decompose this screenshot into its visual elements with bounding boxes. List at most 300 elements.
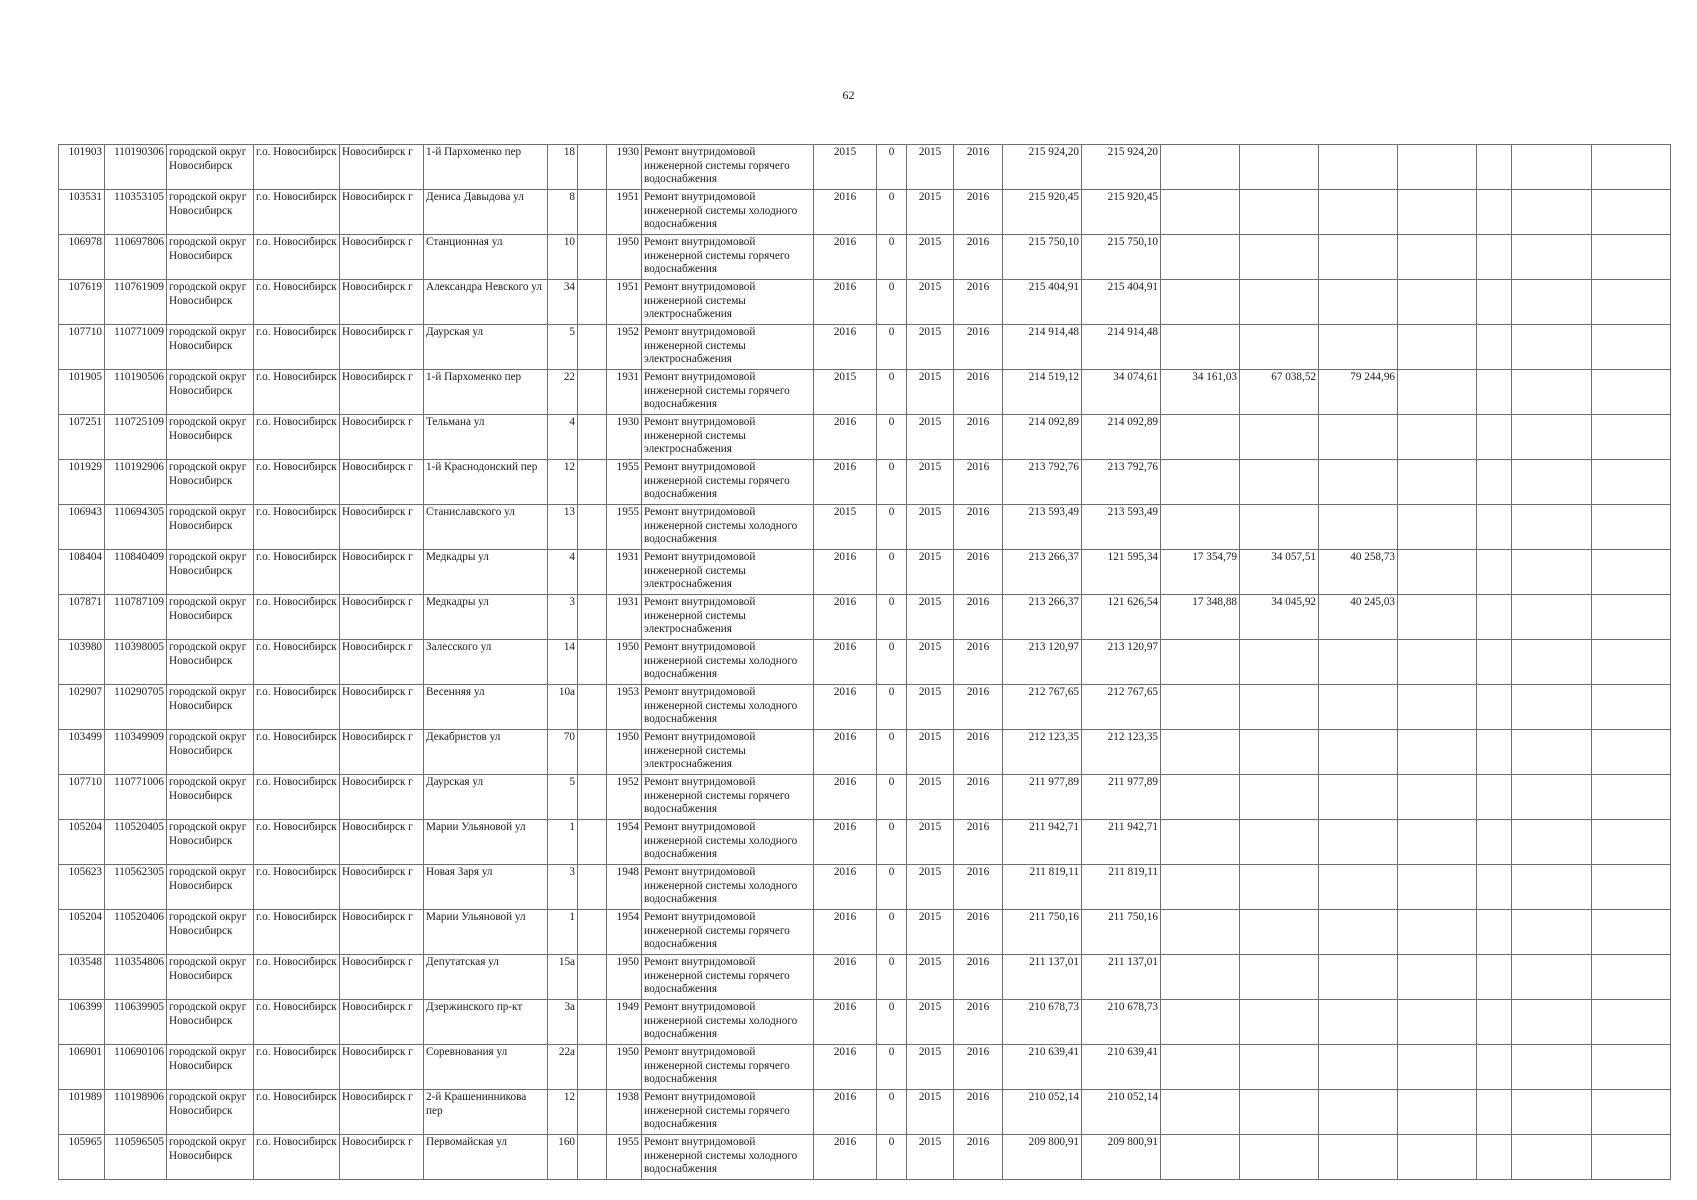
building-cell (578, 1090, 607, 1135)
extra-cost-2-cell (1240, 415, 1319, 460)
start-year-cell: 2015 (907, 865, 954, 910)
house-code-cell: 110520406 (105, 910, 167, 955)
table-row (59, 775, 1671, 820)
extra-cost-7-cell (1592, 190, 1671, 235)
building-cell (578, 190, 607, 235)
end-year-cell: 2016 (954, 595, 1003, 640)
extra-cost-6-cell (1512, 640, 1592, 685)
extra-cost-6-cell (1512, 505, 1592, 550)
extra-cost-6-cell (1512, 685, 1592, 730)
extra-cost-5-cell (1477, 235, 1512, 280)
total-cost-cell: 213 593,49 (1003, 505, 1082, 550)
extra-cost-6-cell (1512, 280, 1592, 325)
house-code-cell: 110192906 (105, 460, 167, 505)
start-year-cell: 2015 (907, 955, 954, 1000)
municipality-short-cell: г.о. Новосибирск (254, 865, 340, 910)
municipality-cell: городской округ Новосибирск (167, 550, 254, 595)
fund-cost-cell: 212 767,65 (1082, 685, 1161, 730)
extra-cost-1-cell (1161, 640, 1240, 685)
extra-cost-4-cell (1398, 550, 1477, 595)
fund-cost-cell: 213 593,49 (1082, 505, 1161, 550)
start-year-cell: 2015 (907, 1000, 954, 1045)
flag-cell: 0 (877, 145, 907, 190)
municipality-cell: городской округ Новосибирск (167, 145, 254, 190)
plan-year-cell: 2016 (814, 640, 877, 685)
work-type-cell: Ремонт внутридомовой инженерной системы холодного водоснабжения (642, 865, 814, 910)
table-row (59, 730, 1671, 775)
extra-cost-7-cell (1592, 235, 1671, 280)
start-year-cell: 2015 (907, 370, 954, 415)
building-cell (578, 820, 607, 865)
extra-cost-1-cell (1161, 415, 1240, 460)
municipality-short-cell: г.о. Новосибирск (254, 145, 340, 190)
extra-cost-7-cell (1592, 955, 1671, 1000)
extra-cost-4-cell (1398, 505, 1477, 550)
end-year-cell: 2016 (954, 550, 1003, 595)
city-cell: Новосибирск г (340, 1000, 424, 1045)
house-code-cell: 110596505 (105, 1135, 167, 1180)
work-type-cell: Ремонт внутридомовой инженерной системы электроснабжения (642, 325, 814, 370)
house-number-cell: 1 (548, 820, 578, 865)
year-built-cell: 1954 (607, 820, 642, 865)
fund-cost-cell: 121 626,54 (1082, 595, 1161, 640)
plan-year-cell: 2016 (814, 1135, 877, 1180)
municipality-short-cell: г.о. Новосибирск (254, 190, 340, 235)
total-cost-cell: 215 920,45 (1003, 190, 1082, 235)
work-type-cell: Ремонт внутридомовой инженерной системы холодного водоснабжения (642, 640, 814, 685)
work-type-cell: Ремонт внутридомовой инженерной системы горячего водоснабжения (642, 145, 814, 190)
year-built-cell: 1954 (607, 910, 642, 955)
house-code-cell: 110198906 (105, 1090, 167, 1135)
work-type-cell: Ремонт внутридомовой инженерной системы электроснабжения (642, 280, 814, 325)
municipality-short-cell: г.о. Новосибирск (254, 235, 340, 280)
total-cost-cell: 210 052,14 (1003, 1090, 1082, 1135)
extra-cost-3-cell (1319, 235, 1398, 280)
extra-cost-4-cell (1398, 325, 1477, 370)
table-row (59, 1090, 1671, 1135)
extra-cost-6-cell (1512, 775, 1592, 820)
street-cell: Дениса Давыдова ул (424, 190, 548, 235)
flag-cell: 0 (877, 505, 907, 550)
total-cost-cell: 213 792,76 (1003, 460, 1082, 505)
extra-cost-4-cell (1398, 1045, 1477, 1090)
building-cell (578, 640, 607, 685)
extra-cost-7-cell (1592, 505, 1671, 550)
table-row (59, 415, 1671, 460)
total-cost-cell: 213 266,37 (1003, 550, 1082, 595)
extra-cost-3-cell (1319, 145, 1398, 190)
extra-cost-2-cell (1240, 1090, 1319, 1135)
extra-cost-2-cell: 67 038,52 (1240, 370, 1319, 415)
flag-cell: 0 (877, 640, 907, 685)
extra-cost-7-cell (1592, 550, 1671, 595)
extra-cost-2-cell: 34 057,51 (1240, 550, 1319, 595)
extra-cost-3-cell (1319, 910, 1398, 955)
fund-cost-cell: 212 123,35 (1082, 730, 1161, 775)
street-cell: Станционная ул (424, 235, 548, 280)
extra-cost-1-cell (1161, 505, 1240, 550)
plan-year-cell: 2016 (814, 775, 877, 820)
plan-year-cell: 2016 (814, 865, 877, 910)
municipality-short-cell: г.о. Новосибирск (254, 550, 340, 595)
extra-cost-5-cell (1477, 910, 1512, 955)
plan-year-cell: 2016 (814, 685, 877, 730)
year-built-cell: 1951 (607, 280, 642, 325)
house-number-cell: 22а (548, 1045, 578, 1090)
extra-cost-7-cell (1592, 640, 1671, 685)
municipality-cell: городской округ Новосибирск (167, 1000, 254, 1045)
building-cell (578, 370, 607, 415)
total-cost-cell: 213 266,37 (1003, 595, 1082, 640)
plan-year-cell: 2015 (814, 145, 877, 190)
year-built-cell: 1950 (607, 730, 642, 775)
table-row (59, 640, 1671, 685)
street-cell: 2-й Крашенинникова пер (424, 1090, 548, 1135)
plan-year-cell: 2016 (814, 910, 877, 955)
extra-cost-3-cell (1319, 640, 1398, 685)
extra-cost-4-cell (1398, 460, 1477, 505)
extra-cost-4-cell (1398, 415, 1477, 460)
extra-cost-6-cell (1512, 955, 1592, 1000)
work-type-cell: Ремонт внутридомовой инженерной системы холодного водоснабжения (642, 1135, 814, 1180)
start-year-cell: 2015 (907, 595, 954, 640)
address-id-cell: 101903 (59, 145, 105, 190)
street-cell: Даурская ул (424, 775, 548, 820)
extra-cost-4-cell (1398, 1135, 1477, 1180)
street-cell: Марии Ульяновой ул (424, 910, 548, 955)
flag-cell: 0 (877, 955, 907, 1000)
house-number-cell: 160 (548, 1135, 578, 1180)
extra-cost-2-cell (1240, 145, 1319, 190)
start-year-cell: 2015 (907, 685, 954, 730)
municipality-short-cell: г.о. Новосибирск (254, 1090, 340, 1135)
extra-cost-3-cell (1319, 460, 1398, 505)
year-built-cell: 1950 (607, 235, 642, 280)
flag-cell: 0 (877, 595, 907, 640)
address-id-cell: 103980 (59, 640, 105, 685)
total-cost-cell: 214 914,48 (1003, 325, 1082, 370)
extra-cost-2-cell (1240, 910, 1319, 955)
table-row (59, 550, 1671, 595)
fund-cost-cell: 210 052,14 (1082, 1090, 1161, 1135)
plan-year-cell: 2016 (814, 595, 877, 640)
plan-year-cell: 2016 (814, 820, 877, 865)
house-code-cell: 110697806 (105, 235, 167, 280)
extra-cost-7-cell (1592, 460, 1671, 505)
city-cell: Новосибирск г (340, 775, 424, 820)
flag-cell: 0 (877, 550, 907, 595)
end-year-cell: 2016 (954, 1000, 1003, 1045)
start-year-cell: 2015 (907, 1045, 954, 1090)
municipality-cell: городской округ Новосибирск (167, 910, 254, 955)
municipality-cell: городской округ Новосибирск (167, 325, 254, 370)
municipality-short-cell: г.о. Новосибирск (254, 415, 340, 460)
address-id-cell: 106901 (59, 1045, 105, 1090)
address-id-cell: 106943 (59, 505, 105, 550)
end-year-cell: 2016 (954, 235, 1003, 280)
street-cell: Первомайская ул (424, 1135, 548, 1180)
building-cell (578, 415, 607, 460)
street-cell: 1-й Краснодонский пер (424, 460, 548, 505)
extra-cost-6-cell (1512, 325, 1592, 370)
extra-cost-6-cell (1512, 190, 1592, 235)
city-cell: Новосибирск г (340, 1135, 424, 1180)
extra-cost-6-cell (1512, 415, 1592, 460)
municipality-cell: городской округ Новосибирск (167, 280, 254, 325)
work-type-cell: Ремонт внутридомовой инженерной системы горячего водоснабжения (642, 910, 814, 955)
year-built-cell: 1930 (607, 415, 642, 460)
extra-cost-3-cell (1319, 505, 1398, 550)
municipality-cell: городской округ Новосибирск (167, 460, 254, 505)
municipality-cell: городской округ Новосибирск (167, 370, 254, 415)
extra-cost-7-cell (1592, 1000, 1671, 1045)
start-year-cell: 2015 (907, 820, 954, 865)
flag-cell: 0 (877, 460, 907, 505)
extra-cost-1-cell (1161, 955, 1240, 1000)
house-code-cell: 110190506 (105, 370, 167, 415)
total-cost-cell: 215 924,20 (1003, 145, 1082, 190)
total-cost-cell: 211 819,11 (1003, 865, 1082, 910)
end-year-cell: 2016 (954, 460, 1003, 505)
municipality-cell: городской округ Новосибирск (167, 1090, 254, 1135)
extra-cost-3-cell (1319, 730, 1398, 775)
building-cell (578, 1045, 607, 1090)
start-year-cell: 2015 (907, 190, 954, 235)
plan-year-cell: 2016 (814, 1045, 877, 1090)
extra-cost-7-cell (1592, 145, 1671, 190)
total-cost-cell: 213 120,97 (1003, 640, 1082, 685)
start-year-cell: 2015 (907, 505, 954, 550)
extra-cost-1-cell (1161, 190, 1240, 235)
table-row (59, 235, 1671, 280)
extra-cost-4-cell (1398, 1000, 1477, 1045)
plan-year-cell: 2016 (814, 955, 877, 1000)
extra-cost-7-cell (1592, 1135, 1671, 1180)
fund-cost-cell: 215 924,20 (1082, 145, 1161, 190)
table-row (59, 595, 1671, 640)
table-row (59, 145, 1671, 190)
plan-year-cell: 2016 (814, 280, 877, 325)
fund-cost-cell: 215 404,91 (1082, 280, 1161, 325)
fund-cost-cell: 34 074,61 (1082, 370, 1161, 415)
extra-cost-7-cell (1592, 865, 1671, 910)
municipality-short-cell: г.о. Новосибирск (254, 1000, 340, 1045)
extra-cost-3-cell (1319, 1135, 1398, 1180)
start-year-cell: 2015 (907, 415, 954, 460)
fund-cost-cell: 213 792,76 (1082, 460, 1161, 505)
year-built-cell: 1950 (607, 955, 642, 1000)
house-number-cell: 13 (548, 505, 578, 550)
work-type-cell: Ремонт внутридомовой инженерной системы электроснабжения (642, 595, 814, 640)
extra-cost-6-cell (1512, 1090, 1592, 1135)
flag-cell: 0 (877, 325, 907, 370)
extra-cost-3-cell (1319, 820, 1398, 865)
fund-cost-cell: 210 678,73 (1082, 1000, 1161, 1045)
municipality-short-cell: г.о. Новосибирск (254, 370, 340, 415)
house-number-cell: 34 (548, 280, 578, 325)
extra-cost-4-cell (1398, 910, 1477, 955)
total-cost-cell: 215 404,91 (1003, 280, 1082, 325)
extra-cost-4-cell (1398, 955, 1477, 1000)
extra-cost-3-cell (1319, 775, 1398, 820)
extra-cost-5-cell (1477, 280, 1512, 325)
extra-cost-4-cell (1398, 370, 1477, 415)
extra-cost-3-cell (1319, 325, 1398, 370)
extra-cost-4-cell (1398, 820, 1477, 865)
city-cell: Новосибирск г (340, 325, 424, 370)
end-year-cell: 2016 (954, 1045, 1003, 1090)
building-cell (578, 505, 607, 550)
flag-cell: 0 (877, 190, 907, 235)
extra-cost-2-cell (1240, 460, 1319, 505)
extra-cost-5-cell (1477, 865, 1512, 910)
municipality-cell: городской округ Новосибирск (167, 730, 254, 775)
address-id-cell: 103499 (59, 730, 105, 775)
house-code-cell: 110190306 (105, 145, 167, 190)
extra-cost-1-cell (1161, 730, 1240, 775)
repair-register-table (58, 144, 1671, 1180)
table-row (59, 505, 1671, 550)
work-type-cell: Ремонт внутридомовой инженерной системы горячего водоснабжения (642, 955, 814, 1000)
fund-cost-cell: 211 977,89 (1082, 775, 1161, 820)
house-code-cell: 110771006 (105, 775, 167, 820)
extra-cost-4-cell (1398, 595, 1477, 640)
fund-cost-cell: 213 120,97 (1082, 640, 1161, 685)
extra-cost-5-cell (1477, 955, 1512, 1000)
extra-cost-5-cell (1477, 505, 1512, 550)
house-number-cell: 12 (548, 1090, 578, 1135)
extra-cost-6-cell (1512, 730, 1592, 775)
extra-cost-4-cell (1398, 235, 1477, 280)
year-built-cell: 1955 (607, 1135, 642, 1180)
house-number-cell: 5 (548, 775, 578, 820)
address-id-cell: 105965 (59, 1135, 105, 1180)
extra-cost-7-cell (1592, 415, 1671, 460)
street-cell: Декабристов ул (424, 730, 548, 775)
extra-cost-5-cell (1477, 145, 1512, 190)
extra-cost-3-cell (1319, 685, 1398, 730)
total-cost-cell: 209 800,91 (1003, 1135, 1082, 1180)
municipality-cell: городской округ Новосибирск (167, 820, 254, 865)
street-cell: Марии Ульяновой ул (424, 820, 548, 865)
plan-year-cell: 2016 (814, 325, 877, 370)
flag-cell: 0 (877, 820, 907, 865)
work-type-cell: Ремонт внутридомовой инженерной системы горячего водоснабжения (642, 370, 814, 415)
end-year-cell: 2016 (954, 325, 1003, 370)
fund-cost-cell: 211 942,71 (1082, 820, 1161, 865)
extra-cost-5-cell (1477, 1045, 1512, 1090)
extra-cost-1-cell (1161, 1090, 1240, 1135)
extra-cost-6-cell (1512, 370, 1592, 415)
start-year-cell: 2015 (907, 145, 954, 190)
end-year-cell: 2016 (954, 1090, 1003, 1135)
street-cell: 1-й Пархоменко пер (424, 145, 548, 190)
fund-cost-cell: 215 920,45 (1082, 190, 1161, 235)
table-row (59, 460, 1671, 505)
extra-cost-1-cell (1161, 820, 1240, 865)
start-year-cell: 2015 (907, 1090, 954, 1135)
extra-cost-7-cell (1592, 685, 1671, 730)
flag-cell: 0 (877, 370, 907, 415)
extra-cost-7-cell (1592, 370, 1671, 415)
house-number-cell: 3 (548, 595, 578, 640)
end-year-cell: 2016 (954, 145, 1003, 190)
city-cell: Новосибирск г (340, 190, 424, 235)
building-cell (578, 325, 607, 370)
start-year-cell: 2015 (907, 1135, 954, 1180)
start-year-cell: 2015 (907, 730, 954, 775)
building-cell (578, 1000, 607, 1045)
street-cell: Даурская ул (424, 325, 548, 370)
end-year-cell: 2016 (954, 910, 1003, 955)
house-number-cell: 70 (548, 730, 578, 775)
fund-cost-cell: 215 750,10 (1082, 235, 1161, 280)
municipality-cell: городской округ Новосибирск (167, 640, 254, 685)
extra-cost-2-cell (1240, 955, 1319, 1000)
table-row (59, 685, 1671, 730)
fund-cost-cell: 210 639,41 (1082, 1045, 1161, 1090)
flag-cell: 0 (877, 1135, 907, 1180)
year-built-cell: 1948 (607, 865, 642, 910)
municipality-cell: городской округ Новосибирск (167, 1045, 254, 1090)
address-id-cell: 108404 (59, 550, 105, 595)
extra-cost-7-cell (1592, 325, 1671, 370)
extra-cost-1-cell (1161, 1045, 1240, 1090)
address-id-cell: 101929 (59, 460, 105, 505)
house-code-cell: 110690106 (105, 1045, 167, 1090)
year-built-cell: 1952 (607, 325, 642, 370)
fund-cost-cell: 214 914,48 (1082, 325, 1161, 370)
house-number-cell: 15а (548, 955, 578, 1000)
flag-cell: 0 (877, 685, 907, 730)
extra-cost-2-cell (1240, 775, 1319, 820)
extra-cost-1-cell (1161, 775, 1240, 820)
start-year-cell: 2015 (907, 325, 954, 370)
city-cell: Новосибирск г (340, 685, 424, 730)
house-number-cell: 4 (548, 550, 578, 595)
extra-cost-6-cell (1512, 595, 1592, 640)
end-year-cell: 2016 (954, 415, 1003, 460)
flag-cell: 0 (877, 730, 907, 775)
municipality-cell: городской округ Новосибирск (167, 415, 254, 460)
extra-cost-5-cell (1477, 730, 1512, 775)
fund-cost-cell: 121 595,34 (1082, 550, 1161, 595)
house-number-cell: 18 (548, 145, 578, 190)
house-number-cell: 3а (548, 1000, 578, 1045)
municipality-short-cell: г.о. Новосибирск (254, 730, 340, 775)
extra-cost-5-cell (1477, 415, 1512, 460)
building-cell (578, 460, 607, 505)
year-built-cell: 1950 (607, 640, 642, 685)
extra-cost-2-cell (1240, 505, 1319, 550)
house-code-cell: 110840409 (105, 550, 167, 595)
extra-cost-6-cell (1512, 1135, 1592, 1180)
year-built-cell: 1938 (607, 1090, 642, 1135)
municipality-short-cell: г.о. Новосибирск (254, 910, 340, 955)
city-cell: Новосибирск г (340, 550, 424, 595)
extra-cost-7-cell (1592, 1090, 1671, 1135)
municipality-cell: городской округ Новосибирск (167, 955, 254, 1000)
extra-cost-5-cell (1477, 640, 1512, 685)
extra-cost-3-cell: 40 245,03 (1319, 595, 1398, 640)
house-number-cell: 10 (548, 235, 578, 280)
house-code-cell: 110520405 (105, 820, 167, 865)
plan-year-cell: 2016 (814, 730, 877, 775)
building-cell (578, 595, 607, 640)
city-cell: Новосибирск г (340, 280, 424, 325)
page-number: 62 (842, 88, 855, 102)
extra-cost-1-cell: 34 161,03 (1161, 370, 1240, 415)
